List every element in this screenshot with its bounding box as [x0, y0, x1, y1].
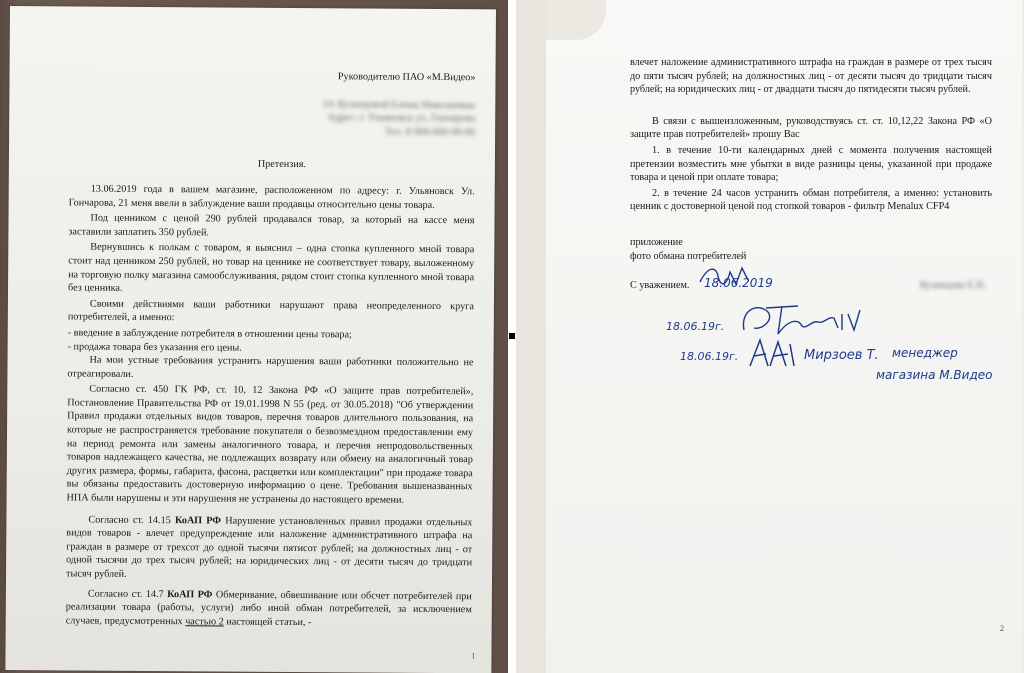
request-item: 2. в течение 24 часов устранить обман потребителя, а именно: установить ценник с достоверной ценой под стопкой товаров - фильтр Menalux CFP4	[630, 187, 992, 213]
client-signature-mark	[696, 262, 756, 290]
handwritten-date: 18.06.19г.	[666, 320, 725, 333]
store-name: магазина М.Видео	[876, 368, 993, 382]
violation-item: - введение в заблуждение потребителя в отношении цены товара;	[67, 327, 352, 341]
handwritten-signature-1	[738, 300, 868, 340]
closing: С уважением.	[630, 280, 690, 292]
sender-line: Адрес: г. Ульяновск ул. Гончарова	[327, 112, 476, 125]
paragraph: Своими действиями ваши работники нарушают права неопределенного круга потребителей, а именно:	[67, 298, 474, 324]
page-number: 1	[471, 651, 476, 661]
law-paragraph: Согласно ст. 450 ГК РФ, ст. 10, 12 Закона РФ «О защите прав потребителей», Постановление Правительства РФ от 19.01.1998 N 55 (ред. от 30.05.2018) "Об утверждении Правил продажи отдельных видов товаров, перечня товаров длительного пользования, на которые не распространяется требование покупателя о безвозмездном предоставлении ему на период ремонта или замены аналогичного товара, и перечня непродовольственных товаров надлежащего качества, не подлежащих возврату или обмену на аналогичный товар других размера, формы, габарита, фасона, расцветки или комплектации" при продаже товара вы обязаны предоставить достоверную информацию о цене. Требования вышеназванных НПА были нарушены и эти нарушения не устранены до настоящего времени.	[66, 383, 474, 506]
folded-corner	[546, 0, 606, 40]
paragraph: влечет наложение административного штрафа на граждан в размере от трех тысяч до пяти тысяч рублей; на должностных лиц - от десяти тысяч до тридцати тысяч рублей; на юридических лиц - от двадцати тысяч до пятидесяти тысяч рублей.	[630, 57, 992, 96]
manager-name: Мирзоев Т.	[804, 348, 879, 363]
paragraph: 13.06.2019 года в вашем магазине, расположенном по адресу: г. Ульяновск Ул. Гончарова, 21 меня ввели в заблуждение ваши продавцы относительно цены товара.	[68, 183, 475, 211]
sender-line: От Кузнецовой Елены Николаевны	[323, 98, 476, 111]
request-item: 1. в течение 10-ти календарных дней с момента получения настоящей претензии возместить мне убытки в виде разницы цены, указанной при продаже товара и ценой при оплате товара;	[630, 144, 992, 184]
addressee: Руководителю ПАО «М.Видео»	[337, 71, 476, 84]
manager-signature	[746, 336, 798, 372]
violation-item: - продажа товара без указания его цены.	[67, 340, 242, 354]
attachment-label: приложение	[630, 236, 683, 248]
manager-role: менеджер	[892, 346, 958, 360]
document-page-1	[5, 6, 496, 673]
handwritten-date: 18.06.19г.	[680, 350, 739, 363]
document-page-2	[546, 0, 1022, 673]
document-title: Претензия.	[257, 159, 306, 171]
closing-name: Кузнецова Е.Н.	[919, 280, 986, 292]
attachment-item: фото обмана потребителей	[630, 250, 747, 262]
sender-line: Тел. 8-900-000-00-00	[384, 126, 476, 139]
paragraph: Под ценником с ценой 290 рублей продавался товар, за который на кассе меня заставили заплатить 350 рублей.	[68, 212, 475, 239]
closing-date: 18.06.2019	[704, 276, 773, 291]
paragraph: На мои устные требования устранить нарушения ваши работники положительно не отреагировали.	[67, 354, 474, 380]
photo-page-2	[516, 0, 1024, 673]
koap-1415-paragraph: Согласно ст. 14.15 КоАП РФ Нарушение установленных правил продажи отдельных видов товаров - влечет предупреждение или наложение административного штрафа на граждан в размере от трехсот до одной тысячи пятисот рублей; на должностных лиц - от одной тысячи до трех тысяч рублей; на юридических лиц - от десяти тысяч до тридцати тысяч рублей.	[65, 514, 473, 580]
request-intro: В связи с вышеизложенным, руководствуясь ст. ст. 10,12,22 Закона РФ «О защите прав потребителей» прошу Вас	[630, 115, 992, 141]
photo-page-1	[0, 0, 508, 673]
paragraph: Вернувшись к полкам с товаром, я выяснил – одна стопка купленного мной товара стоит над ценником 250 рублей, но товар на ценнике не соответствует товару, выложенному на торговую полку магазина самообслуживания, рядом стоит стопка купленного мной товара без ценника.	[67, 241, 475, 294]
page-number: 2	[1000, 624, 1004, 633]
koap-147-paragraph: Согласно ст. 14.7 КоАП РФ Обмеривание, обвешивание или обсчет потребителей при реализации товара (работы, услуги) либо иной обман потребителей, за исключением случаев, предусмотренных частью 2 настоящей статьи, -	[65, 588, 472, 628]
center-marker	[509, 333, 515, 339]
